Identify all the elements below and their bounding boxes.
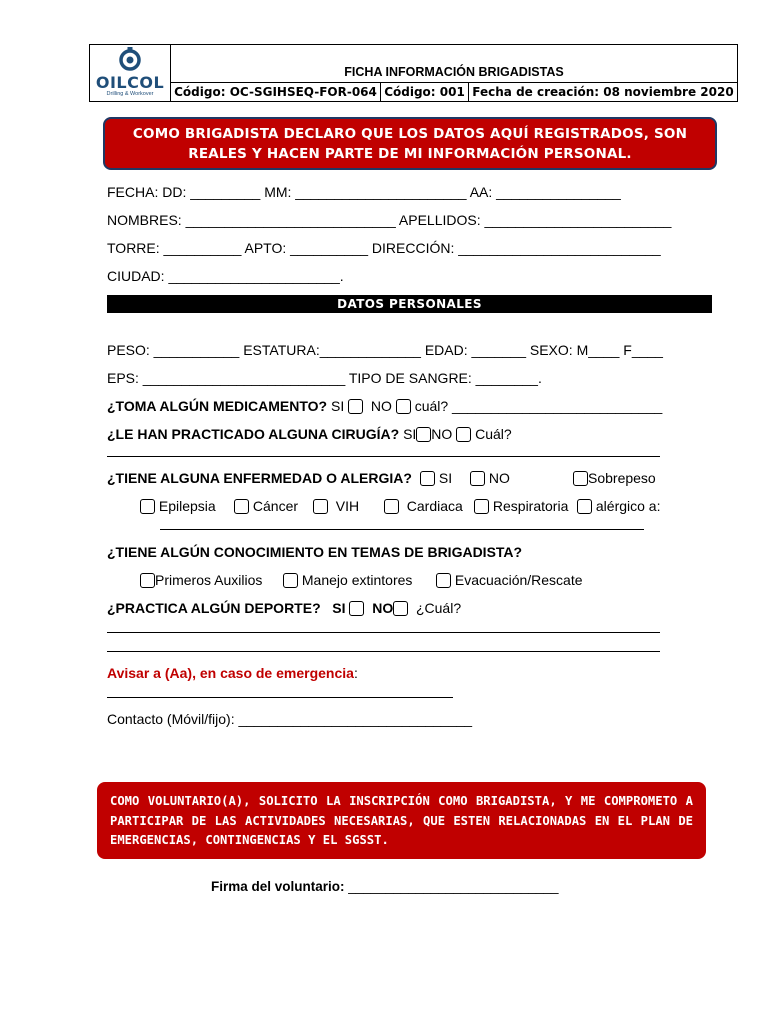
creation-date: Fecha de creación: 08 noviembre 2020 bbox=[472, 85, 734, 99]
sport-no-label: NO bbox=[372, 600, 394, 616]
eps-field[interactable]: EPS: __________________________ TIPO DE SANGRE: ________. bbox=[107, 370, 542, 386]
logo-tagline: Drilling & Workover bbox=[106, 91, 154, 97]
allergy-answer-line[interactable] bbox=[160, 529, 644, 530]
knowledge-question bbox=[107, 543, 522, 561]
extinguisher-option bbox=[283, 571, 412, 589]
epilepsy-label: Epilepsia bbox=[158, 498, 216, 514]
hiv-option bbox=[313, 497, 359, 515]
medication-si-label: SI bbox=[331, 398, 345, 414]
illness-no-option bbox=[470, 469, 510, 487]
evacuation-option bbox=[436, 571, 583, 589]
surgery-which-label: Cuál? bbox=[475, 426, 512, 442]
evacuation-checkbox[interactable] bbox=[436, 573, 451, 588]
cancer-checkbox[interactable] bbox=[234, 499, 249, 514]
surgery-si-checkbox[interactable] bbox=[416, 427, 431, 442]
sport-question: ¿PRACTICA ALGÚN DEPORTE? bbox=[107, 600, 321, 616]
document-code: Código: OC-SGIHSEQ-FOR-064 bbox=[171, 83, 381, 101]
city-field[interactable]: CIUDAD: ______________________. bbox=[107, 268, 344, 284]
signature-row bbox=[211, 878, 559, 896]
sport-answer-line-1[interactable] bbox=[107, 632, 660, 633]
illness-question: ¿TIENE ALGUNA ENFERMEDAD O ALERGIA? bbox=[107, 470, 412, 486]
document-title: FICHA INFORMACIÓN BRIGADISTAS bbox=[344, 65, 564, 79]
cancer-option bbox=[234, 497, 298, 515]
emergency-label-text: Avisar a (Aa), en caso de emergencia bbox=[107, 665, 354, 681]
volunteer-commitment-notice: COMO VOLUNTARIO(A), SOLICITO LA INSCRIPCIÓN COMO BRIGADISTA, Y ME COMPROMETO A PARTICIPAR DE LAS ACTIVIDADES NECESARIAS, QUE ESTEN RELACIONADAS EN EL PLAN DE EMERGENCIAS, CONTINGENCIAS Y EL SGSST. bbox=[97, 782, 706, 859]
medication-which-field[interactable]: cuál? ___________________________ bbox=[414, 398, 663, 414]
extinguisher-label: Manejo extintores bbox=[301, 572, 413, 588]
body-data-field[interactable]: PESO: ___________ ESTATURA:_____________ EDAD: _______ SEXO: M____ F____ bbox=[107, 342, 663, 358]
declaration-notice bbox=[103, 117, 717, 170]
medication-question: ¿TOMA ALGÚN MEDICAMENTO? bbox=[107, 398, 328, 414]
cancer-label: Cáncer bbox=[252, 498, 299, 514]
overweight-label: Sobrepeso bbox=[588, 470, 656, 486]
first-aid-checkbox[interactable] bbox=[140, 573, 155, 588]
name-field[interactable]: NOMBRES: ___________________________ APELLIDOS: ________________________ bbox=[107, 212, 672, 228]
document-version: Código: 001 bbox=[381, 83, 469, 101]
first-aid-option bbox=[140, 571, 262, 589]
illness-si-option bbox=[420, 469, 452, 487]
knowledge-question-text: ¿TIENE ALGÚN CONOCIMIENTO EN TEMAS DE BRIGADISTA? bbox=[107, 544, 523, 560]
sport-which-label: ¿Cuál? bbox=[415, 600, 462, 616]
sport-row bbox=[107, 599, 461, 617]
personal-data-banner: DATOS PERSONALES bbox=[107, 295, 712, 313]
sport-si-checkbox[interactable] bbox=[349, 601, 364, 616]
emergency-name-line[interactable] bbox=[107, 697, 453, 698]
document-code-row bbox=[171, 82, 737, 101]
surgery-no-label: NO bbox=[431, 426, 453, 442]
first-aid-label: Primeros Auxilios bbox=[155, 572, 263, 588]
allergic-label: alérgico a: bbox=[595, 498, 661, 514]
surgery-si-label: SI bbox=[403, 426, 417, 442]
respiratory-option bbox=[474, 497, 568, 515]
respiratory-checkbox[interactable] bbox=[474, 499, 489, 514]
cardiac-checkbox[interactable] bbox=[384, 499, 399, 514]
contact-phone-field[interactable]: Contacto (Móvil/fijo): ______________________________ bbox=[107, 711, 473, 727]
hiv-label: VIH bbox=[335, 498, 360, 514]
surgery-question: ¿LE HAN PRACTICADO ALGUNA CIRUGÍA? bbox=[107, 426, 400, 442]
signature-field[interactable]: ____________________________ bbox=[344, 879, 559, 894]
address-field[interactable]: TORRE: __________ APTO: __________ DIRECCIÓN: __________________________ bbox=[107, 240, 661, 256]
surgery-answer-line[interactable] bbox=[107, 456, 660, 457]
document-header bbox=[89, 44, 738, 102]
allergic-checkbox[interactable] bbox=[577, 499, 592, 514]
overweight-checkbox[interactable] bbox=[573, 471, 588, 486]
illness-no-checkbox[interactable] bbox=[470, 471, 485, 486]
epilepsy-checkbox[interactable] bbox=[140, 499, 155, 514]
sport-answer-line-2[interactable] bbox=[107, 651, 660, 652]
cardiac-label: Cardiaca bbox=[406, 498, 463, 514]
hiv-checkbox[interactable] bbox=[313, 499, 328, 514]
date-field[interactable]: FECHA: DD: _________ MM: ______________________ AA: ________________ bbox=[107, 184, 621, 200]
medication-si-checkbox[interactable] bbox=[348, 399, 363, 414]
medication-no-label: NO bbox=[370, 398, 392, 414]
medication-no-checkbox[interactable] bbox=[396, 399, 411, 414]
sport-no-checkbox[interactable] bbox=[393, 601, 408, 616]
extinguisher-checkbox[interactable] bbox=[283, 573, 298, 588]
cardiac-option bbox=[384, 497, 463, 515]
medication-row bbox=[107, 397, 662, 415]
illness-si-label: SI bbox=[438, 470, 453, 486]
company-logo bbox=[90, 45, 171, 101]
logo-text: OILCOL bbox=[95, 73, 165, 92]
emergency-contact-label bbox=[107, 664, 358, 682]
overweight-option bbox=[573, 469, 656, 487]
surgery-row bbox=[107, 425, 512, 443]
declaration-line-2: REALES Y HACEN PARTE DE MI INFORMACIÓN PERSONAL. bbox=[188, 146, 632, 162]
epilepsy-option bbox=[140, 497, 216, 515]
declaration-line-1: COMO BRIGADISTA DECLARO QUE LOS DATOS AQUÍ REGISTRADOS, SON bbox=[132, 126, 688, 142]
signature-label: Firma del voluntario: bbox=[211, 879, 345, 894]
respiratory-label: Respiratoria bbox=[492, 498, 569, 514]
evacuation-label: Evacuación/Rescate bbox=[454, 572, 583, 588]
surgery-no-checkbox[interactable] bbox=[456, 427, 471, 442]
illness-no-label: NO bbox=[488, 470, 510, 486]
illness-row bbox=[107, 469, 412, 487]
emergency-label-colon: : bbox=[353, 665, 358, 681]
allergic-option bbox=[577, 497, 660, 515]
sport-si-label: SI bbox=[332, 600, 346, 616]
illness-si-checkbox[interactable] bbox=[420, 471, 435, 486]
